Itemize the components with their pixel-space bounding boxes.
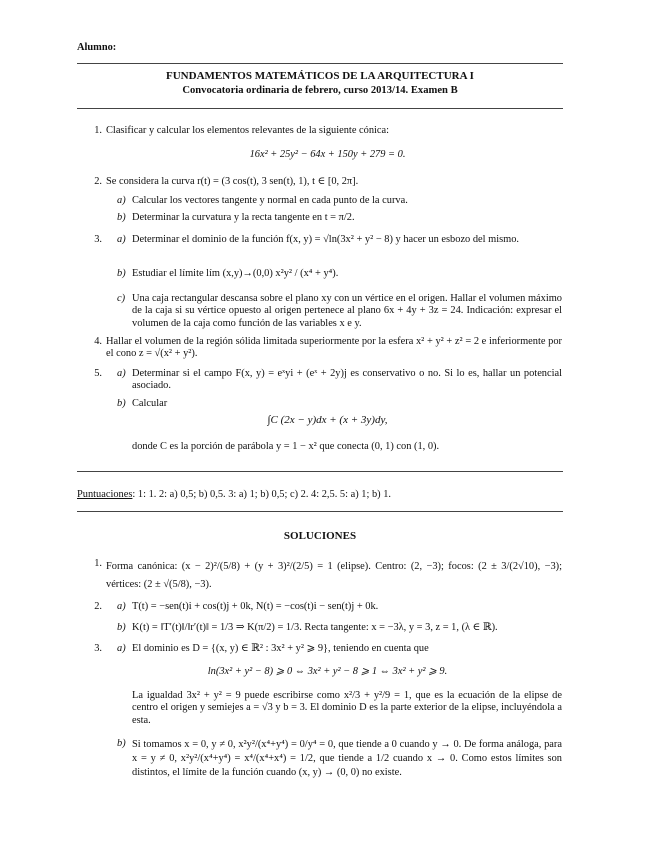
- problem-3b-label: b): [117, 268, 126, 279]
- header-rule-top: [77, 63, 563, 64]
- exam-subtitle: Convocatoria ordinaria de febrero, curso 2013/14. Examen B: [182, 85, 458, 96]
- solution-2a-text: T(t) = −sen(t)i + cos(t)j + 0k, N(t) = −cos(t)i − sen(t)j + 0k.: [132, 601, 379, 612]
- solution-3a-paragraph: La igualdad 3x² + y² = 9 puede escribirse como x²/3 + y²/9 = 1, que es la ecuación de la elipse de centro el origen y semiejes a = √3 y b = 3. El dominio D es la parte exterior de la elipse, incluyéndola a esta.: [132, 690, 562, 726]
- problem-3b-text: Estudiar el límite lím (x,y)→(0,0) x²y² / (x⁴ + y⁴).: [132, 268, 339, 279]
- conic-equation: 16x² + 25y² − 64x + 150y + 279 = 0.: [249, 149, 406, 160]
- problem-5a-text: Determinar si el campo F(x, y) = eˣyi + (eˣ + 2y)j es conservativo o no. Si lo es, hallar un potencial asociado.: [132, 368, 562, 392]
- solution-3-number: 3.: [94, 643, 102, 654]
- problem-3c-label: c): [117, 293, 126, 304]
- problem-1-equation: [0, 149, 655, 161]
- problem-3a-text: Determinar el dominio de la función f(x, y) = √ln(3x² + y² − 8) y hacer un esbozo del mismo.: [132, 234, 520, 245]
- problem-1-number: 1.: [94, 125, 102, 136]
- solution-2b-label: b): [117, 622, 126, 633]
- scores-rule: [77, 471, 563, 472]
- exam-title: FUNDAMENTOS MATEMÁTICOS DE LA ARQUITECTURA I: [166, 70, 474, 82]
- scores-line: [77, 489, 563, 501]
- problem-2b-text: Determinar la curvatura y la recta tangente en t = π/2.: [132, 212, 355, 223]
- problem-5-integral: [0, 414, 655, 427]
- problem-2a-text: Calcular los vectores tangente y normal en cada punto de la curva.: [132, 195, 408, 206]
- scores-text: : 1: 1. 2: a) 0,5; b) 0,5. 3: a) 1; b) 0,5; c) 2. 4: 2,5. 5: a) 1; b) 1.: [132, 489, 391, 500]
- problem-2b-label: b): [117, 212, 126, 223]
- problem-5-number: 5.: [94, 368, 102, 379]
- solution-3a-text: El dominio es D = {(x, y) ∈ ℝ² : 3x² + y² ⩾ 9}, teniendo en cuenta que: [132, 643, 429, 654]
- problem-2a-label: a): [117, 195, 126, 206]
- problem-5a-label: a): [117, 368, 126, 379]
- problem-1-text: Clasificar y calcular los elementos relevantes de la siguiente cónica:: [106, 125, 390, 136]
- solution-3b-text: Si tomamos x = 0, y ≠ 0, x²y²/(x⁴+y⁴) = 0/y⁴ = 0, que tiende a 0 cuando y → 0. De forma análoga, para x = y ≠ 0, x²y²/(x⁴+y⁴) = x⁴/(x⁴+x⁴) = 1/2, que tiende a 1/2 cuando x → 0. Como estos límites son distintos, el límite de la función cuando (x, y) → (0, 0) no existe.: [132, 739, 562, 779]
- solution-1-text: Forma canónica: (x − 2)²/(5/8) + (y + 3)²/(2/5) = 1 (elipse). Centro: (2, −3); focos: (2 ± 3/(2√10), −3); vértices: (2 ± √(5/8), −3).: [106, 561, 562, 590]
- solution-3-equation: [0, 666, 655, 678]
- solution-2-number: 2.: [94, 601, 102, 612]
- problem-5-where: donde C es la porción de parábola y = 1 − x² que conecta (0, 1) con (1, 0).: [132, 441, 440, 452]
- solutions-title: SOLUCIONES: [283, 530, 357, 542]
- scores-label: Puntuaciones: [77, 489, 133, 500]
- problem-4-text: Hallar el volumen de la región sólida limitada superiormente por la esfera x² + y² + z² = 2 e inferiormente por el cono z = √(x² + y²).: [106, 336, 562, 360]
- solution-2b-text: K(t) = ‖T′(t)‖/‖r′(t)‖ = 1/3 ⇒ K(π/2) = 1/3. Recta tangente: x = −3λ, y = 3, z = 1, (λ ∈ ℝ).: [132, 622, 498, 633]
- problem-3a-label: a): [117, 234, 126, 245]
- solutions-rule: [77, 511, 563, 512]
- header-rule-bottom: [77, 108, 563, 109]
- solution-1-number: 1.: [94, 558, 102, 569]
- student-label: Alumno:: [77, 42, 117, 53]
- problem-5b-label: b): [117, 398, 126, 409]
- problem-3c-text: Una caja rectangular descansa sobre el plano xy con un vértice en el origen. Hallar el volumen máximo de la caja si su vértice opuesto al origen pertenece al plano 6x + 4y + 3z = 24. Indicación: expresar el volumen de la caja como función de las variables x e y.: [132, 293, 562, 329]
- solution-3a-label: a): [117, 643, 126, 654]
- solution-2a-label: a): [117, 601, 126, 612]
- solution-3b-label: b): [117, 738, 126, 749]
- problem-4-number: 4.: [94, 336, 102, 347]
- problem-2-text: Se considera la curva r(t) = (3 cos(t), 3 sen(t), 1), t ∈ [0, 2π].: [106, 176, 359, 187]
- problem-5b-text: Calcular: [132, 398, 168, 409]
- problem-3-number: 3.: [94, 234, 102, 245]
- problem-2-number: 2.: [94, 176, 102, 187]
- domain-equivalence: ln(3x² + y² − 8) ⩾ 0 ⇔ 3x² + y² − 8 ⩾ 1 ⇔ 3x² + y² ⩾ 9.: [207, 666, 448, 677]
- line-integral: ∫C (2x − y)dx + (x + 3y)dy,: [267, 414, 388, 426]
